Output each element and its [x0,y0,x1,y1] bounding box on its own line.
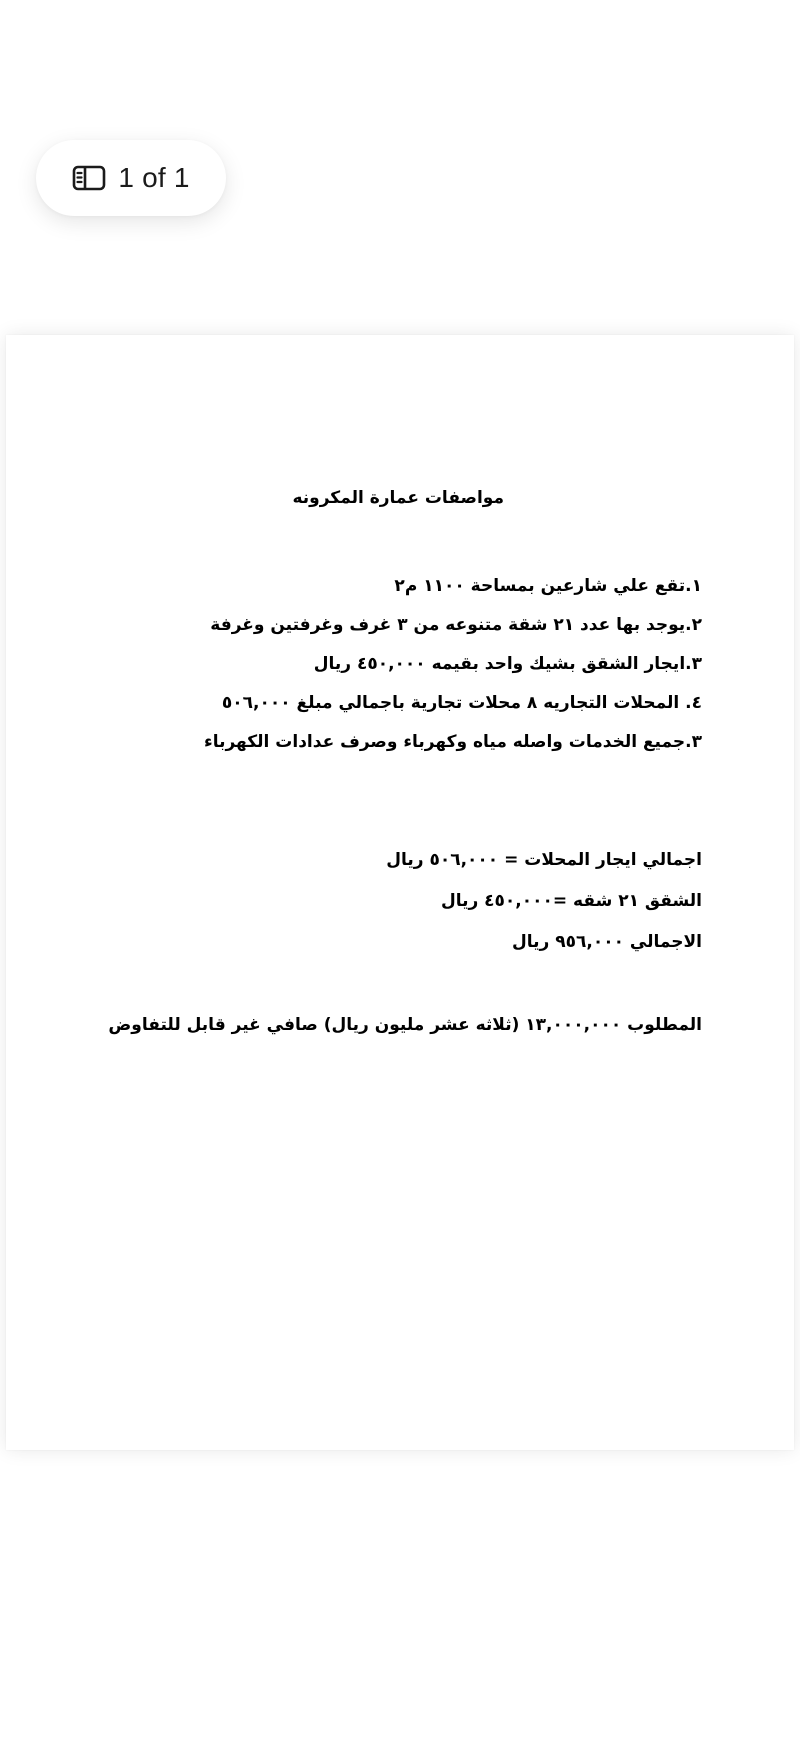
sidebar-panel-icon [72,165,106,191]
summary-line: الاجمالي ٩٥٦,٠٠٠ ريال [512,932,702,952]
summary-line: الشقق ٢١ شقه =٤٥٠,٠٠٠ ريال [440,891,702,911]
rent-summary [386,840,702,963]
spec-item: ٣.جميع الخدمات واصله مياه وكهرباء وصرف عدادات الكهرباء [204,732,702,752]
spec-list [204,567,702,762]
page-count-label: 1 of 1 [118,162,190,193]
spec-item: ٢.يوجد بها عدد ٢١ شقة متنوعه من ٣ غرف وغرفتين وغرفة [210,615,702,635]
summary-line: اجمالي ايجار المحلات = ٥٠٦,٠٠٠ ريال [386,850,702,870]
spec-item: ١.تقع علي شارعين بمساحة ١١٠٠ م٢ [394,576,702,596]
spec-item: ٣.ايجار الشقق بشيك واحد بقيمه ٤٥٠,٠٠٠ ريال [313,654,702,674]
spec-item: ٤. المحلات التجاريه ٨ محلات تجارية باجمالي مبلغ ٥٠٦,٠٠٠ [221,693,702,713]
page-indicator[interactable] [36,140,226,216]
document-title: مواصفات عمارة المكرونه [292,488,504,508]
document-page [6,335,794,1450]
asking-price: المطلوب ١٣,٠٠٠,٠٠٠ (ثلاثه عشر مليون ريال) صافي غير قابل للتفاوض [108,1015,702,1035]
